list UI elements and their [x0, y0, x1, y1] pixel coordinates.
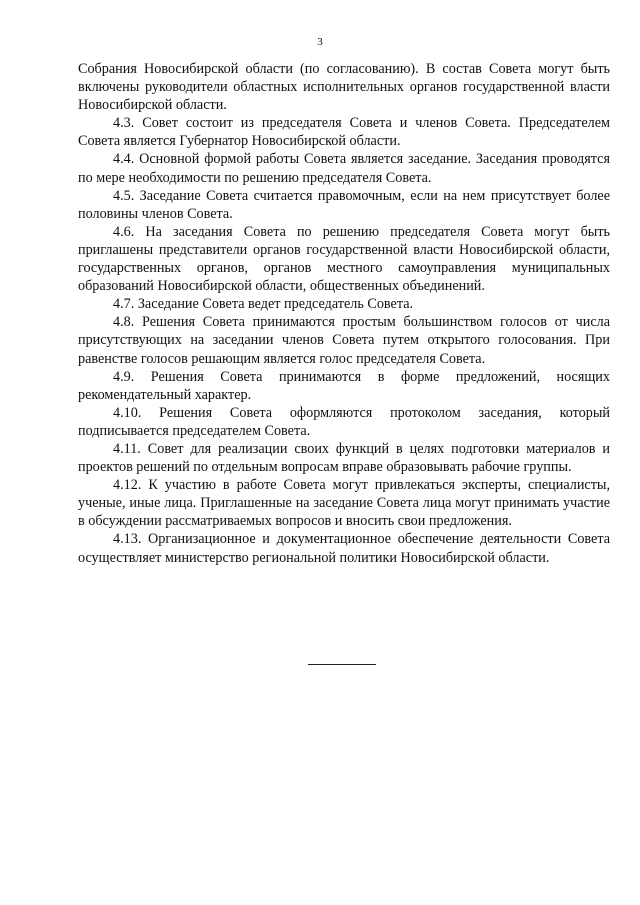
- paragraph-4-9: 4.9. Решения Совета принимаются в форме предложений, носящих рекомендательный характер.: [78, 368, 610, 403]
- paragraph-4-11: 4.11. Совет для реализации своих функций в целях подготовки материалов и проектов решений по отдельным вопросам вправе образовывать рабочие группы.: [78, 440, 610, 476]
- document-body: [78, 60, 610, 567]
- paragraph-4-7: 4.7. Заседание Совета ведет председатель Совета.: [113, 296, 414, 313]
- paragraph-4-3: 4.3. Совет состоит из председателя Совета и членов Совета. Председателем Совета является Губернатор Новосибирской области.: [78, 115, 610, 150]
- paragraph-continuation: Собрания Новосибирской области (по согласованию). В состав Совета могут быть включены руководители областных исполнительных органов государственной власти Новосибирской области.: [78, 61, 610, 114]
- paragraph-4-5: 4.5. Заседание Совета считается правомочным, если на нем присутствует более половины членов Совета.: [78, 187, 610, 222]
- paragraph-4-12: 4.12. К участию в работе Совета могут привлекаться эксперты, специалисты, ученые, иные лица. Приглашенные на заседание Совета лица могут принимать участие в обсуждении рассматриваемых вопросов и вносить свои предложения.: [78, 477, 610, 530]
- paragraph-4-6: 4.6. На заседания Совета по решению председателя Совета могут быть приглашены представители органов государственной власти Новосибирской области, государственных органов, органов местного самоуправления муниципальных образований Новосибирской области, общественных объединений.: [78, 223, 610, 295]
- end-of-document-rule: [308, 664, 376, 665]
- paragraph-4-13: 4.13. Организационное и документационное обеспечение деятельности Совета осуществляет министерство региональной политики Новосибирской области.: [78, 531, 610, 566]
- paragraph-4-4: 4.4. Основной формой работы Совета является заседание. Заседания проводятся по мере необходимости по решению председателя Совета.: [78, 151, 610, 186]
- paragraph-4-10: 4.10. Решения Совета оформляются протоколом заседания, который подписывается председателем Совета.: [78, 404, 610, 439]
- paragraph-4-8: 4.8. Решения Совета принимаются простым большинством голосов от числа присутствующих на заседании членов Совета путем открытого голосования. При равенстве голосов решающим является голос председателя Совета.: [78, 314, 610, 367]
- page-number: 3: [317, 36, 323, 48]
